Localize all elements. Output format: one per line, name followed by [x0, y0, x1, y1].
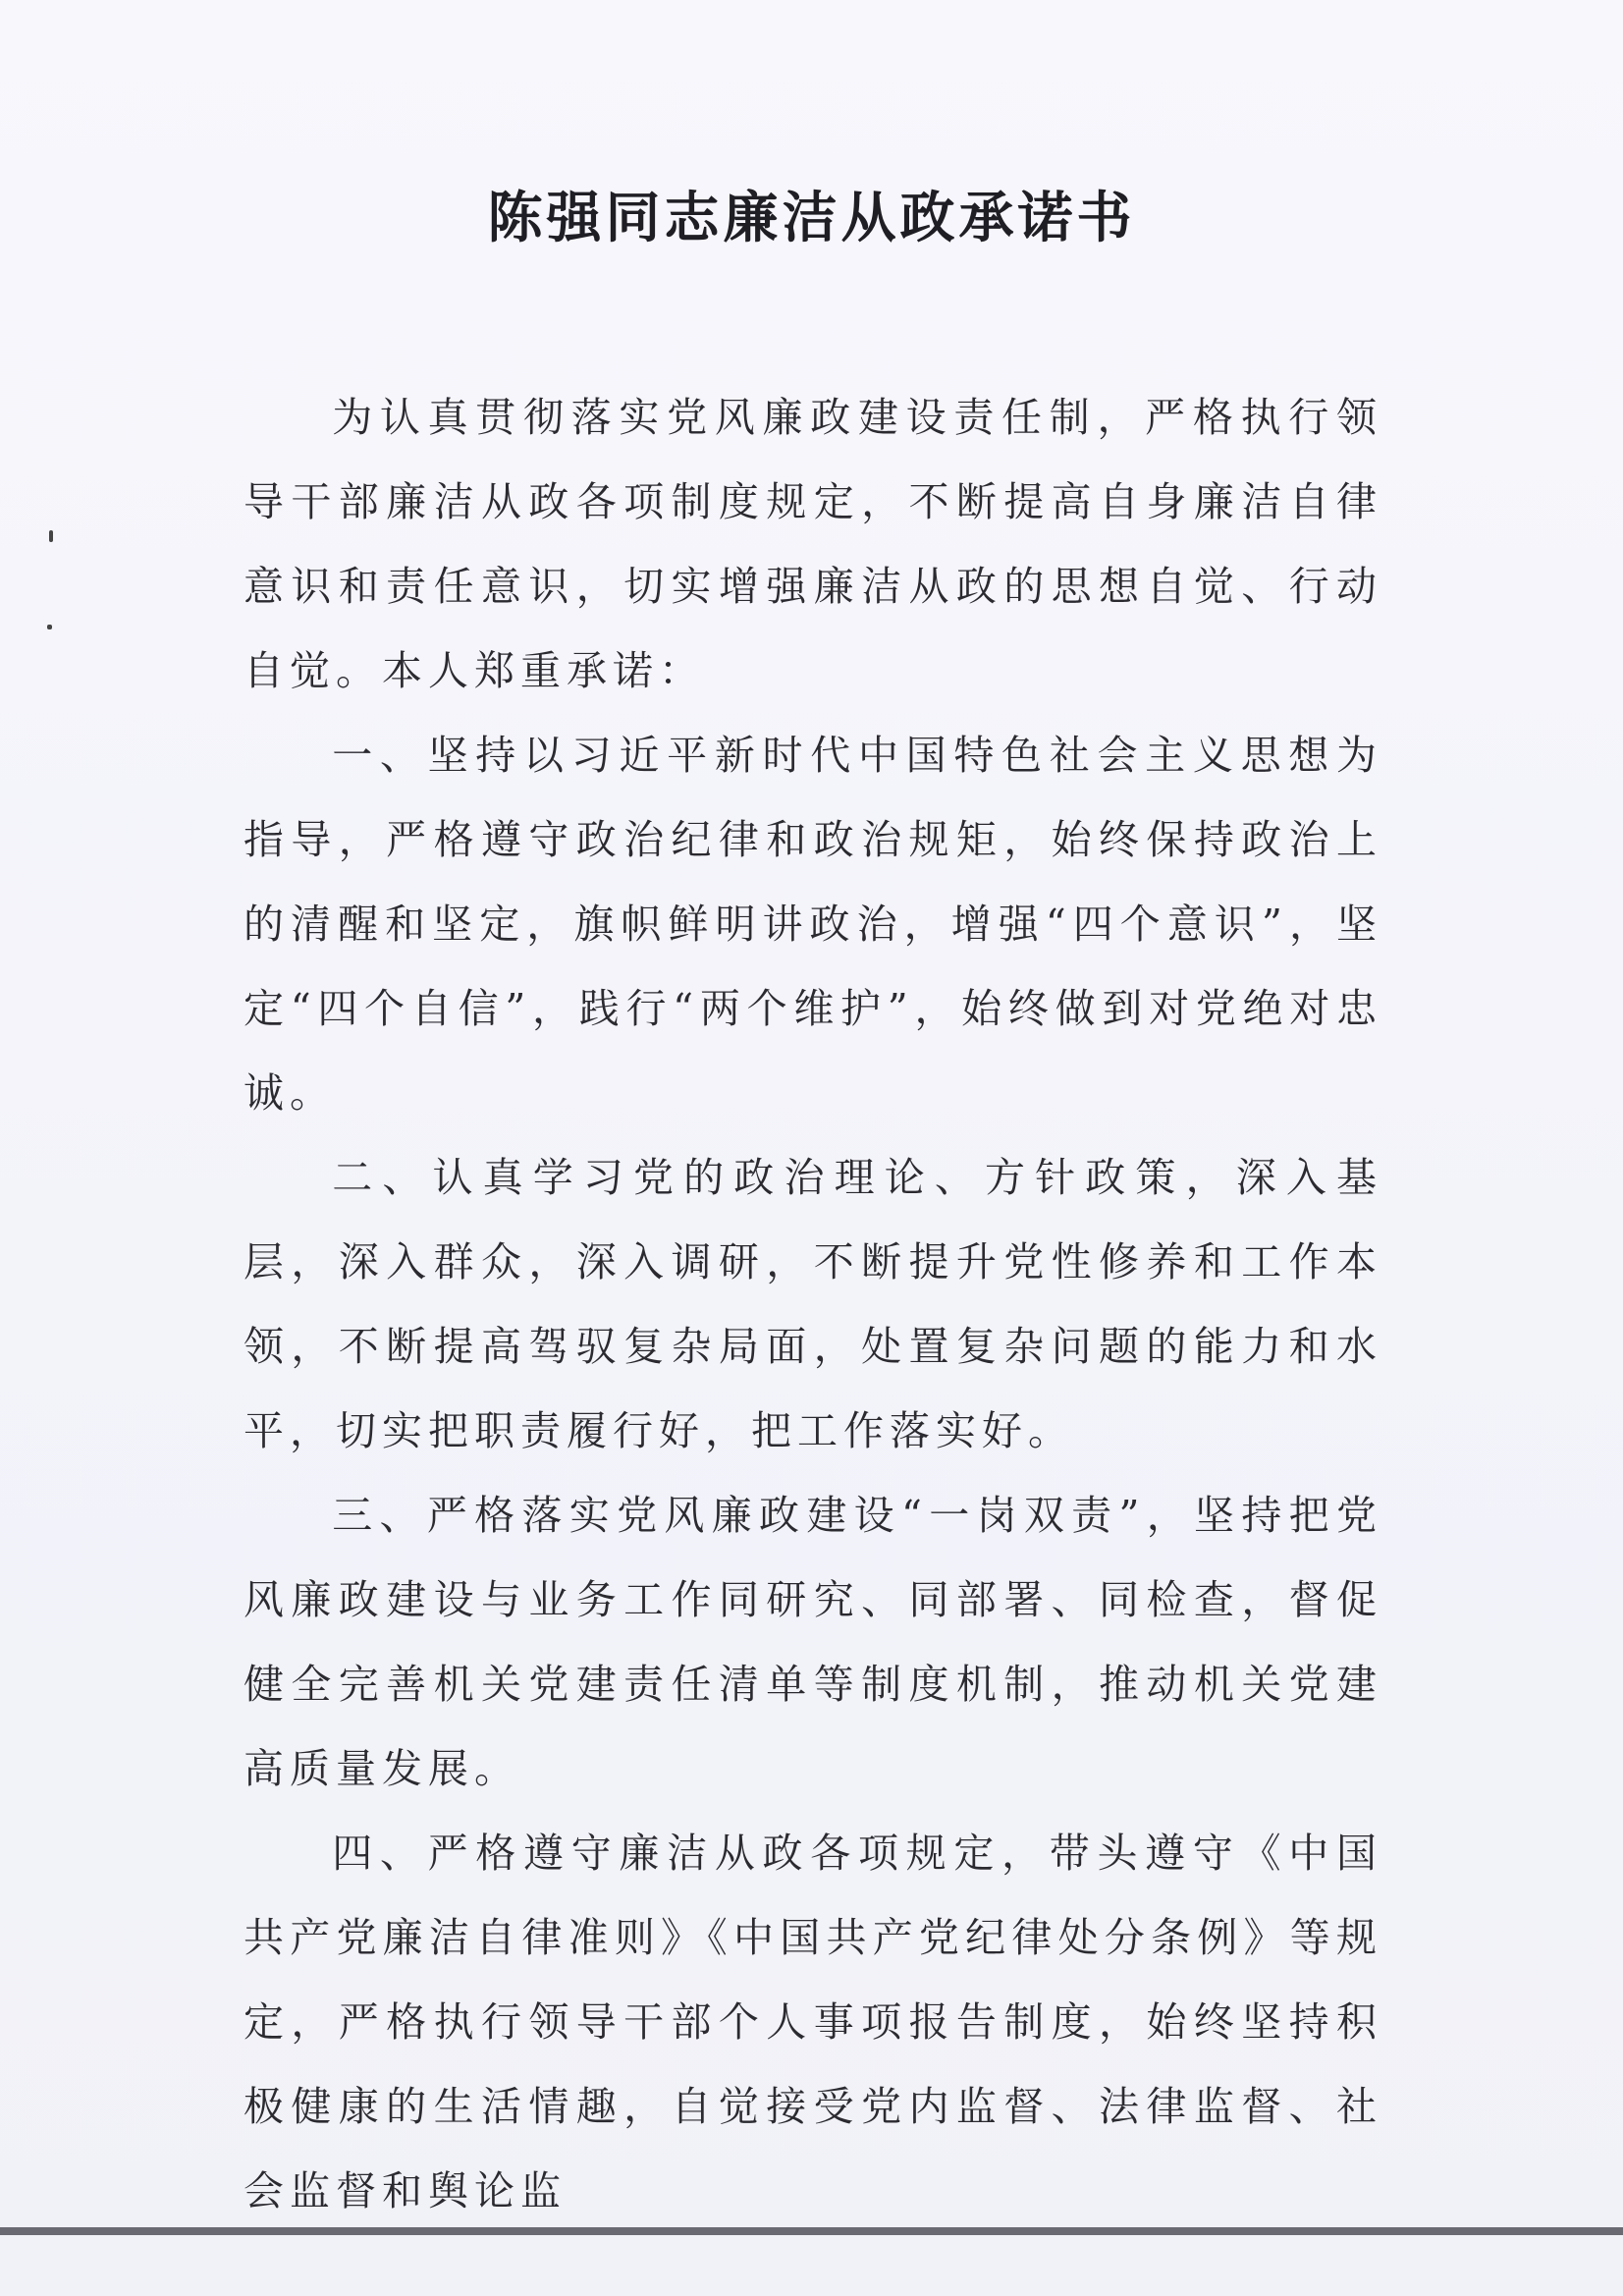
paragraph-item-3: 三、严格落实党风廉政建设“一岗双责”，坚持把党风廉政建设与业务工作同研究、同部署、同检查，督促健全完善机关党建责任清单等制度机制，推动机关党建高质量发展。: [243, 1492, 1382, 1792]
paragraph-item-2: 二、认真学习党的政治理论、方针政策，深入基层，深入群众，深入调研，不断提升党性修养和工作本领，不断提高驾驭复杂局面，处置复杂问题的能力和水平，切实把职责履行好，把工作落实好。: [243, 1154, 1382, 1454]
scan-mark-bottom: [47, 625, 52, 629]
document-title: 陈强同志廉洁从政承诺书: [487, 186, 1136, 250]
scan-mark-top: [49, 530, 53, 542]
paragraph-item-1: 一、坚持以习近平新时代中国特色社会主义思想为指导，严格遵守政治纪律和政治规矩，始终保持政治上的清醒和坚定，旗帜鲜明讲政治，增强“四个意识”，坚定“四个自信”，践行“两个维护”，始终做到对党绝对忠诚。: [243, 732, 1382, 1117]
paragraph-intro: 为认真贯彻落实党风廉政建设责任制，严格执行领导干部廉洁从政各项制度规定，不断提高自身廉洁自律意识和责任意识，切实增强廉洁从政的思想自觉、行动自觉。本人郑重承诺：: [243, 394, 1382, 694]
document-body: [243, 375, 1382, 2233]
paragraph-item-4: 四、严格遵守廉洁从政各项规定，带头遵守《中国共产党廉洁自律准则》《中国共产党纪律处分条例》等规定，严格执行领导干部个人事项报告制度，始终坚持积极健康的生活情趣，自觉接受党内监督、法律监督、社会监督和舆论监: [243, 1830, 1382, 2214]
page-bottom-edge: [0, 2227, 1623, 2235]
